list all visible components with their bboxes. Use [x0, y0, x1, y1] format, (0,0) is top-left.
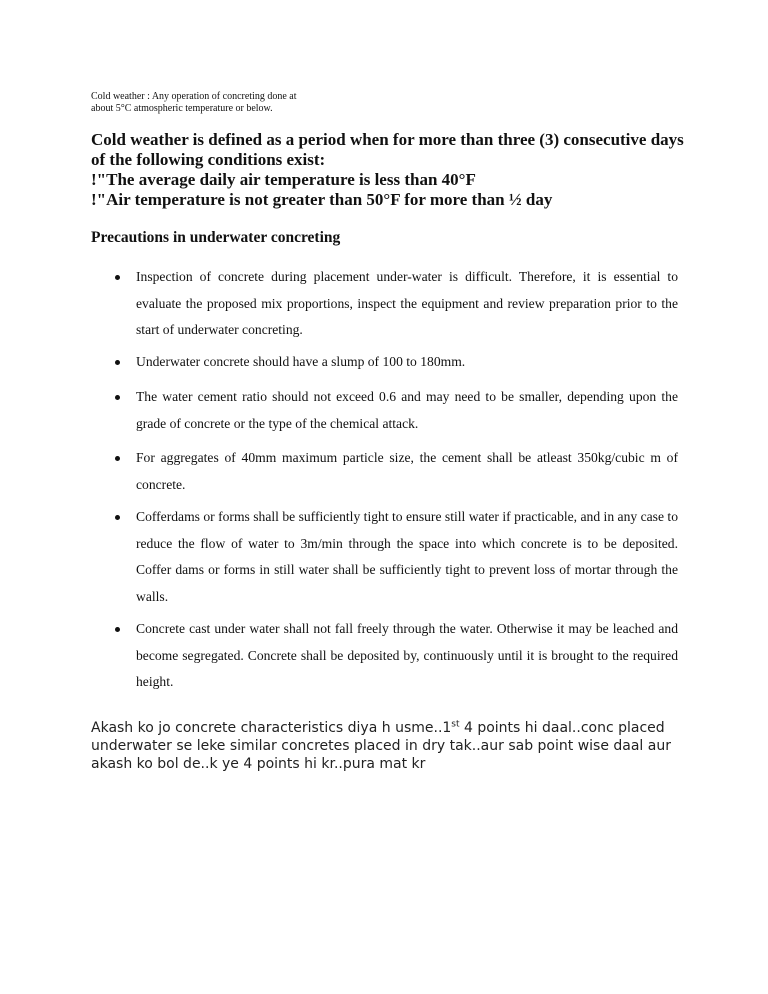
list-item-text: Concrete cast under water shall not fall freely through the water. Otherwise it may be leached and become segregated. Concrete shall be deposited by, continuously until it is brought to the required height.	[136, 621, 678, 689]
definition-line-2: of the following conditions exist:	[91, 150, 326, 169]
list-item-text: For aggregates of 40mm maximum particle size, the cement shall be atleast 350kg/cubic m of concrete.	[136, 450, 678, 492]
definition-condition-2: !"Air temperature is not greater than 50°F for more than ½ day	[91, 190, 553, 209]
bullet-icon	[115, 627, 120, 632]
instruction-note	[91, 719, 681, 773]
list-item-text: Inspection of concrete during placement under-water is difficult. Therefore, it is essential to evaluate the proposed mix proportions, inspect the equipment and review preparation prior to the start of underwater concreting.	[136, 269, 678, 337]
list-item	[136, 445, 678, 498]
bullet-icon	[115, 360, 120, 365]
list-item	[136, 616, 678, 696]
definition-line-1: Cold weather is defined as a period when for more than three (3) consecutive days	[91, 130, 684, 149]
instruction-superscript: st	[451, 719, 460, 730]
bullet-icon	[115, 275, 120, 280]
precautions-heading: Precautions in underwater concreting	[91, 229, 341, 246]
list-item	[136, 349, 678, 376]
list-item-text: The water cement ratio should not exceed 0.6 and may need to be smaller, depending upon the grade of concrete or the type of the chemical attack.	[136, 389, 678, 431]
bullet-icon	[115, 456, 120, 461]
cold-weather-note-line-1: Cold weather : Any operation of concreting done at	[91, 91, 297, 102]
cold-weather-note	[91, 91, 351, 115]
cold-weather-definition	[91, 130, 691, 210]
bullet-icon	[115, 515, 120, 520]
instruction-text-part-1: Akash ko jo concrete characteristics diya h usme..1	[91, 720, 452, 736]
list-item	[136, 264, 678, 344]
list-item-text: Underwater concrete should have a slump of 100 to 180mm.	[136, 354, 466, 369]
bullet-icon	[115, 395, 120, 400]
instruction-text-part-2: 4 points hi daal..conc placed underwater se leke similar concretes placed in dry tak..aur sab point wise daal aur akash ko bol de..k ye 4 points hi kr..pura mat kr	[91, 720, 671, 772]
list-item	[136, 504, 678, 610]
list-item-text: Cofferdams or forms shall be sufficiently tight to ensure still water if practicable, and in any case to reduce the flow of water to 3m/min through the space into which concrete is to be deposited. Coffer dams or forms in still water shall be sufficiently tight to prevent loss of mortar through the walls.	[136, 509, 678, 604]
cold-weather-note-line-2: about 5°C atmospheric temperature or below.	[91, 103, 273, 114]
definition-condition-1: !"The average daily air temperature is less than 40°F	[91, 170, 476, 189]
list-item	[136, 384, 678, 437]
